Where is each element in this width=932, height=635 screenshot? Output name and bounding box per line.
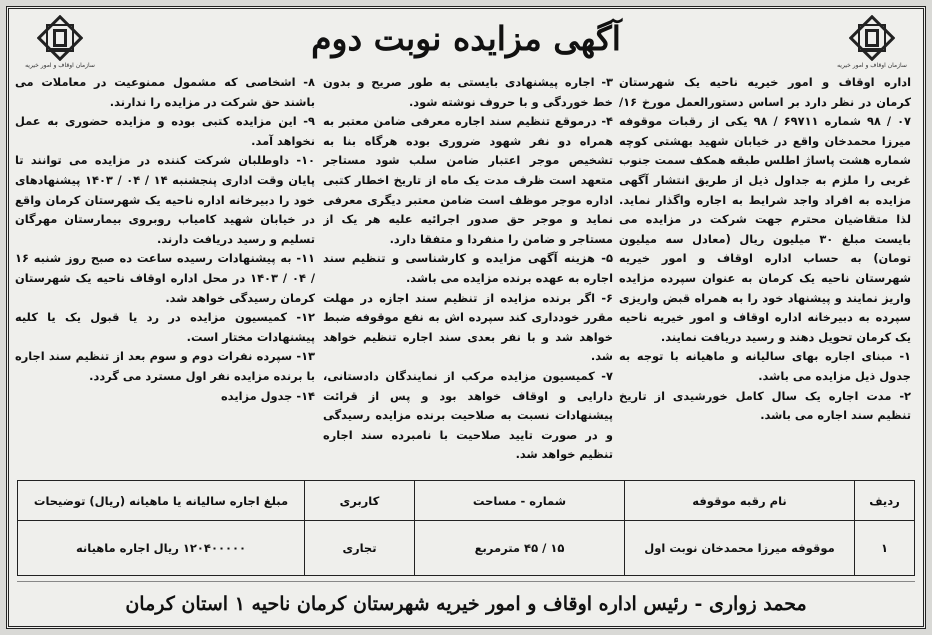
clause-7: ۷- کمیسیون مزایده مرکب از نمایندگان دادستانی، دارایی و اوقاف خواهد بود و پس از قرائت پیشنهادات نسبت به صلاحیت برنده مزایده رسیدگی و در صورت تایید صلاحیت با نامبرده سند اجاره تنظیم خواهد شد. (323, 368, 613, 462)
clause-13: ۱۳- سپرده نفرات دوم و سوم بعد از تنظیم سند اجاره با برنده مزایده نفر اول مسترد می گردد. (15, 349, 315, 383)
cell-area: ۱۵ / ۴۵ مترمربع (415, 521, 625, 576)
column-left (15, 73, 315, 475)
endowment-emblem-icon (37, 15, 83, 61)
notice-page (6, 6, 926, 629)
clause-14: ۱۴- جدول مزایده (221, 388, 315, 403)
page-title: آگهی مزایده نوبت دوم (311, 19, 621, 58)
clause-5: ۵- هزینه آگهی مزایده و کارشناسی و تنظیم سند اجاره به عهده برنده مزایده می باشد. (323, 251, 613, 285)
clause-3: ۳- اجاره پیشنهادی بایستی به طور صریح و بدون خط خوردگی و با حروف نوشته شود. (323, 75, 613, 109)
logo-caption: سازمان اوقاف و امور خیریه (837, 62, 907, 69)
table-row (18, 521, 915, 576)
cell-usage: تجاری (305, 521, 415, 576)
clause-9: ۹- این مزایده کتبی بوده و مزایده حضوری به عمل نخواهد آمد. (15, 114, 315, 148)
clause-1: ۱- مبنای اجاره بهای سالیانه و ماهیانه با توجه به جدول ذیل مزایده می باشد. (619, 349, 911, 383)
endowment-emblem-icon (849, 15, 895, 61)
auction-table-grid (17, 480, 915, 576)
clause-12: ۱۲- کمیسیون مزایده در رد یا قبول یک یا کلیه پیشنهادات مختار است. (15, 310, 315, 344)
clause-4: ۴- درموقع تنظیم سند اجاره معرفی ضامن معتبر به همراه دو نفر شهود ضروری بوده هرگاه بنا به تشخیص موجر اعتبار ضامن سلب شود مستاجر متعهد است ظرف مدت یک ماه از تاریخ اخطار کتبی اداره موجر موظف است ضامن معتبر دیگری معرفی نماید و موجر حق صدور اجرائیه علیه هر یک از مستاجر و ضامن را منفردا و متفقا دارد. (323, 114, 613, 246)
notice-body (15, 73, 915, 475)
endowment-logo-left (23, 15, 97, 73)
table-header-row (18, 481, 915, 521)
cell-rent-amount: ۱۲۰۴۰۰۰۰۰ ریال اجاره ماهیانه (18, 521, 305, 576)
clause-2: ۲- مدت اجاره یک سال کامل خورشیدی از تاریخ تنظیم سند اجاره می باشد. (619, 388, 911, 423)
clause-8: ۸- اشخاصی که مشمول ممنوعیت در معاملات می باشند حق شرکت در مزایده را ندارند. (15, 75, 315, 109)
header-row-number: ردیف (855, 481, 915, 521)
clause-6: ۶- اگر برنده مزایده از تنظیم سند اجازه در مهلت مقرر خودداری کند سپرده اش به نفع موقوفه ضبط خواهد شد و با نفر بعدی سند اجاره تنظیم خواهد شد. (323, 290, 613, 364)
logo-caption: سازمان اوقاف و امور خیریه (25, 62, 95, 69)
header (9, 9, 923, 75)
header-usage: کاربری (305, 481, 415, 521)
header-rent-amount: مبلغ اجاره سالیانه یا ماهیانه (ریال) توضیحات (18, 481, 305, 521)
intro-paragraph: اداره اوقاف و امور خیریه ناحیه یک شهرستان کرمان در نظر دارد بر اساس دستورالعمل مورخ ۱۶/ ۰۷ / ۹۸ شماره ۶۹۷۱۱ / ۹۸ یکی از رقبات موقوفه میرزا محمدخان واقع در خیابان شهید بهشتی کوچه شماره هشت پاساژ اطلس طبقه همکف سمت جنوب غربی را ملزم به جداول ذیل از طریق انتشار آگهی مزایده به افراد واجد شرایط به اجاره واگذار نماید. لذا متقاضیان محترم جهت شرکت در مزایده می بایست مبلغ ۳۰ میلیون ریال (معادل سه میلیون تومان) به حساب اداره اوقاف و امور خیریه شهرستان ناحیه یک کرمان به عنوان سپرده مزایده واریز نمایند و پیشنهاد خود را به همراه قبض واریزی سپرده به دبیرخانه اداره اوقاف و امور خیریه ناحیه یک کرمان تحویل دهند و رسید دریافت نمایند. (619, 75, 911, 344)
column-right (619, 73, 911, 475)
signature-line: محمد زواری - رئیس اداره اوقاف و امور خیریه شهرستان کرمان ناحیه ۱ استان کرمان (125, 593, 807, 615)
auction-table (17, 480, 915, 576)
divider (17, 581, 915, 582)
cell-row-number: ۱ (855, 521, 915, 576)
cell-property-name: موقوفه میرزا محمدخان نوبت اول (625, 521, 855, 576)
endowment-logo-right (835, 15, 909, 73)
header-property-name: نام رقبه موقوفه (625, 481, 855, 521)
column-middle (323, 73, 613, 475)
clause-10: ۱۰- داوطلبان شرکت کننده در مزایده می توانند تا پایان وقت اداری پنجشنبه ۱۴ / ۰۴ / ۱۴۰۳ پیشنهادهای خود را دبیرخانه اداره ناحیه یک شهرستان کرمان واقع در خیابان شهید کامیاب روبروی بیمارستان مهرگان تسلیم و رسید دریافت دارند. (15, 153, 315, 246)
header-area: شماره - مساحت (415, 481, 625, 521)
clause-11: ۱۱- به پیشنهادات رسیده ساعت ده صبح روز شنبه ۱۶ / ۰۴ / ۱۴۰۳ در محل اداره اوقاف ناحیه یک شهرستان کرمان رسیدگی خواهد شد. (15, 251, 315, 305)
